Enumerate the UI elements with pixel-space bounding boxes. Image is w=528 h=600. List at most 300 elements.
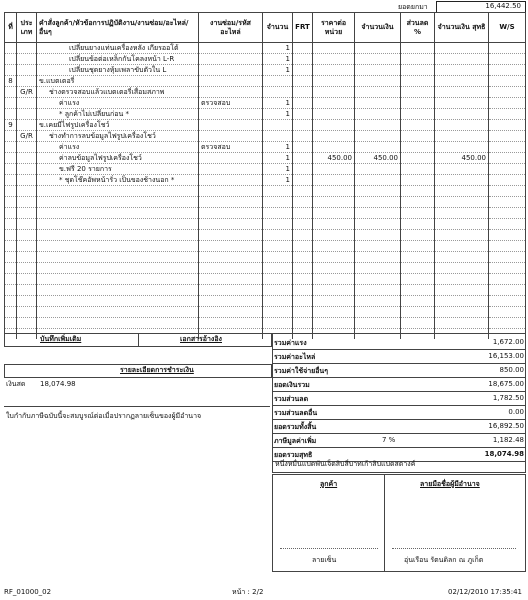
cell-qty: [263, 296, 293, 307]
col-qty: จำนวน: [263, 13, 293, 43]
cell-net: [435, 241, 489, 252]
cell-amount: [355, 208, 401, 219]
cell-desc: [37, 208, 199, 219]
cell-no: [5, 54, 17, 65]
cell-qty: [263, 120, 293, 131]
carry-forward-value: 16,442.50: [436, 1, 526, 13]
cell-desc: * ลูกค้าไม่เปลี่ยนก่อน *: [37, 109, 199, 120]
cell-amount: [355, 87, 401, 98]
cell-qty: [263, 274, 293, 285]
cell-discount: [401, 274, 435, 285]
cell-price: [313, 131, 355, 142]
table-row: [5, 109, 526, 120]
page-number: หน้า : 2/2: [232, 588, 264, 596]
cell-part: [199, 109, 263, 120]
cell-no: [5, 87, 17, 98]
cell-price: [313, 54, 355, 65]
cell-part: [199, 241, 263, 252]
table-row: [5, 175, 526, 186]
cell-price: [313, 208, 355, 219]
cell-no: [5, 274, 17, 285]
cell-qty: 1: [263, 164, 293, 175]
cell-part: [199, 186, 263, 197]
cell-net: [435, 285, 489, 296]
cell-desc: [37, 318, 199, 329]
table-row: [5, 65, 526, 76]
cell-amount: [355, 296, 401, 307]
cell-amount: [355, 76, 401, 87]
cell-frt: [293, 219, 313, 230]
cell-part: [199, 87, 263, 98]
cell-price: [313, 109, 355, 120]
summary-label: รวมค่าอะไหล่: [274, 353, 316, 361]
cell-frt: [293, 131, 313, 142]
item-rows: [5, 43, 526, 340]
cell-no: [5, 175, 17, 186]
cell-net: [435, 186, 489, 197]
cell-no: [5, 109, 17, 120]
cell-ws: [489, 307, 526, 318]
cell-ws: [489, 230, 526, 241]
table-row: [5, 87, 526, 98]
cell-ws: [489, 219, 526, 230]
cell-desc: ช่างตรวจสอบแล้วแบตเตอรี่เสื่อมสภาพ: [37, 87, 199, 98]
cell-frt: [293, 318, 313, 329]
cell-discount: [401, 318, 435, 329]
cell-type: [17, 65, 37, 76]
cell-amount: [355, 175, 401, 186]
reference-doc-header: เอกสารอ้างอิง: [180, 335, 222, 343]
cell-qty: [263, 252, 293, 263]
summary-label: ยอดรวมทั้งสิ้น: [274, 423, 317, 431]
summary-label: รวมส่วนลดอื่น: [274, 409, 318, 417]
cell-discount: [401, 186, 435, 197]
cell-qty: 1: [263, 175, 293, 186]
col-ws: W/S: [489, 13, 526, 43]
cell-discount: [401, 230, 435, 241]
customer-header: ลูกค้า: [320, 480, 338, 488]
cell-net: [435, 274, 489, 285]
cell-ws: [489, 252, 526, 263]
table-row: [5, 307, 526, 318]
table-row: [5, 296, 526, 307]
cell-no: [5, 186, 17, 197]
cell-part: [199, 197, 263, 208]
cell-frt: [293, 142, 313, 153]
cell-price: [313, 219, 355, 230]
cell-price: [313, 230, 355, 241]
cell-discount: [401, 153, 435, 164]
cell-ws: [489, 142, 526, 153]
cell-no: [5, 307, 17, 318]
cell-no: [5, 98, 17, 109]
cell-type: [17, 98, 37, 109]
customer-signature-line: [280, 548, 378, 549]
cell-amount: [355, 318, 401, 329]
cell-desc: เปลี่ยนยางแท่นเครื่องหลัง เกียรออโต้: [37, 43, 199, 54]
cell-type: [17, 208, 37, 219]
header-divider: [138, 333, 139, 347]
cell-type: [17, 263, 37, 274]
notes-header: บันทึกเพิ่มเติม: [40, 335, 82, 343]
cell-qty: 1: [263, 54, 293, 65]
cell-part: [199, 131, 263, 142]
cell-discount: [401, 263, 435, 274]
cell-amount: [355, 98, 401, 109]
cell-ws: [489, 175, 526, 186]
cell-price: [313, 274, 355, 285]
col-discount: ส่วนลด %: [401, 13, 435, 43]
cell-desc: ค่าแรง: [37, 142, 199, 153]
cell-net: [435, 76, 489, 87]
cell-no: [5, 142, 17, 153]
cell-frt: [293, 65, 313, 76]
cell-discount: [401, 307, 435, 318]
cell-type: [17, 197, 37, 208]
cell-no: [5, 296, 17, 307]
cell-net: [435, 230, 489, 241]
cell-frt: [293, 285, 313, 296]
summary-label: รวมค่าใช้จ่ายอื่นๆ: [274, 367, 328, 375]
cell-qty: [263, 307, 293, 318]
cell-no: [5, 252, 17, 263]
cell-net: [435, 252, 489, 263]
cell-no: 8: [5, 76, 17, 87]
col-amount: จำนวนเงิน: [355, 13, 401, 43]
cell-amount: [355, 252, 401, 263]
cell-price: [313, 285, 355, 296]
cell-price: [313, 252, 355, 263]
cell-frt: [293, 230, 313, 241]
cell-type: [17, 274, 37, 285]
carry-forward-label: ยอดยกมา: [398, 3, 428, 11]
cell-price: [313, 263, 355, 274]
cell-net: [435, 98, 489, 109]
cell-frt: [293, 98, 313, 109]
cell-discount: [401, 76, 435, 87]
cell-qty: [263, 197, 293, 208]
cell-qty: [263, 241, 293, 252]
cell-qty: [263, 230, 293, 241]
cell-net: [435, 142, 489, 153]
cell-frt: [293, 153, 313, 164]
cell-discount: [401, 252, 435, 263]
signature-divider: [384, 474, 385, 572]
table-row: [5, 43, 526, 54]
cell-net: [435, 43, 489, 54]
cell-desc: [37, 274, 199, 285]
cell-price: [313, 120, 355, 131]
cell-frt: [293, 241, 313, 252]
cell-desc: ข.เคยมีไฟรูปเครื่องโชว์: [37, 120, 199, 131]
cell-desc: [37, 241, 199, 252]
summary-label: ยอดเงินรวม: [274, 381, 310, 389]
table-row: [5, 54, 526, 65]
cell-frt: [293, 76, 313, 87]
cash-label: เงินสด: [6, 380, 26, 388]
cell-type: [17, 186, 37, 197]
cell-no: [5, 153, 17, 164]
cell-ws: [489, 164, 526, 175]
cell-desc: [37, 296, 199, 307]
tax-invoice-note: ใบกำกับภาษีฉบับนี้จะสมบูรณ์ต่อเมื่อปรากฏลายเซ็นของผู้มีอำนาจ: [6, 412, 202, 420]
summary-value: 850.00: [499, 366, 524, 374]
items-table: [4, 12, 526, 339]
cell-amount: [355, 219, 401, 230]
customer-signature-caption: ลายเซ็น: [312, 556, 337, 564]
cell-discount: [401, 43, 435, 54]
cell-desc: ค่าแรง: [37, 98, 199, 109]
cell-type: [17, 318, 37, 329]
cell-desc: [37, 285, 199, 296]
cell-net: [435, 318, 489, 329]
cell-price: [313, 186, 355, 197]
cell-frt: [293, 87, 313, 98]
cell-desc: [37, 263, 199, 274]
amount-in-words: หนึ่งหมื่นแปดพันเจ็ดสิบสี่บาทเก้าสิบแปดสตางค์: [275, 460, 416, 468]
cell-qty: [263, 208, 293, 219]
payment-divider: [4, 406, 270, 407]
cell-price: [313, 98, 355, 109]
cell-amount: [355, 43, 401, 54]
cell-amount: [355, 307, 401, 318]
cell-amount: [355, 263, 401, 274]
cell-type: [17, 285, 37, 296]
summary-value: 0.00: [508, 408, 524, 416]
cell-net: [435, 296, 489, 307]
cell-discount: [401, 109, 435, 120]
cell-type: [17, 43, 37, 54]
cell-qty: [263, 87, 293, 98]
cell-ws: [489, 43, 526, 54]
cell-no: [5, 318, 17, 329]
cell-price: [313, 87, 355, 98]
cell-qty: 1: [263, 98, 293, 109]
cell-frt: [293, 186, 313, 197]
cell-price: [313, 164, 355, 175]
cell-desc: * ชุดโช๊คอัพหน้ารั่ว เป็นของช้างนอก *: [37, 175, 199, 186]
cell-part: ตรวจสอบ: [199, 142, 263, 153]
cell-ws: [489, 65, 526, 76]
cell-discount: [401, 98, 435, 109]
cell-net: [435, 307, 489, 318]
cell-type: [17, 142, 37, 153]
cell-discount: [401, 197, 435, 208]
cell-type: [17, 307, 37, 318]
summary-row: [272, 391, 526, 406]
cell-discount: [401, 142, 435, 153]
cell-amount: [355, 285, 401, 296]
signature-box: [272, 474, 526, 572]
authorized-signature-line: [392, 548, 516, 549]
cell-ws: [489, 87, 526, 98]
cell-net: [435, 109, 489, 120]
table-header: [5, 13, 526, 43]
cell-ws: [489, 208, 526, 219]
cell-no: [5, 197, 17, 208]
cell-desc: ค่าลบข้อมูลไฟรูปเครื่องโชว์: [37, 153, 199, 164]
cell-amount: [355, 164, 401, 175]
cell-no: [5, 219, 17, 230]
cell-no: [5, 65, 17, 76]
cell-frt: [293, 274, 313, 285]
cell-desc: ช่างทำการลบข้อมูลไฟรูปเครื่องโชว์: [37, 131, 199, 142]
cell-desc: [37, 252, 199, 263]
summary-row: [272, 363, 526, 378]
cell-desc: เปลี่ยนข้อต่อเหล็กกันโคลงหน้า L-R: [37, 54, 199, 65]
cell-net: [435, 131, 489, 142]
summary-value: 1,672.00: [492, 338, 524, 346]
cell-qty: [263, 285, 293, 296]
cell-amount: [355, 241, 401, 252]
cell-net: [435, 87, 489, 98]
cell-no: [5, 43, 17, 54]
cell-ws: [489, 241, 526, 252]
cell-part: [199, 219, 263, 230]
cell-discount: [401, 120, 435, 131]
cell-qty: [263, 186, 293, 197]
cell-desc: เปลี่ยนชุดยางหุ้มเพลาขับตัวใน L: [37, 65, 199, 76]
cell-amount: [355, 131, 401, 142]
summary-label: ยอดรวมสุทธิ: [274, 451, 313, 459]
summary-row: [272, 335, 526, 350]
cell-part: [199, 120, 263, 131]
table-row: [5, 252, 526, 263]
cell-ws: [489, 109, 526, 120]
summary-value: 18,074.98: [484, 450, 524, 458]
table-row: [5, 131, 526, 142]
cell-price: [313, 65, 355, 76]
payment-header: รายละเอียดการชำระเงิน: [120, 366, 194, 374]
cell-no: [5, 131, 17, 142]
cell-net: [435, 175, 489, 186]
cell-qty: 1: [263, 43, 293, 54]
table-row: [5, 263, 526, 274]
cell-no: [5, 208, 17, 219]
cell-discount: [401, 219, 435, 230]
summary-row: [272, 349, 526, 364]
cell-qty: [263, 131, 293, 142]
cell-frt: [293, 164, 313, 175]
col-type: ประ เภท: [17, 13, 37, 43]
cell-amount: [355, 186, 401, 197]
cell-frt: [293, 208, 313, 219]
cell-frt: [293, 263, 313, 274]
cell-type: [17, 296, 37, 307]
cell-desc: [37, 186, 199, 197]
cell-desc: [37, 219, 199, 230]
cell-amount: [355, 197, 401, 208]
authorized-header: ลายมือชื่อผู้มีอำนาจ: [420, 480, 480, 488]
cell-type: [17, 175, 37, 186]
cell-qty: 1: [263, 142, 293, 153]
cell-no: [5, 230, 17, 241]
cell-part: [199, 208, 263, 219]
table-row: [5, 98, 526, 109]
cell-amount: [355, 120, 401, 131]
cell-price: [313, 43, 355, 54]
cell-discount: [401, 241, 435, 252]
cell-net: [435, 197, 489, 208]
table-row: [5, 318, 526, 329]
cell-amount: [355, 274, 401, 285]
table-row: [5, 274, 526, 285]
cell-type: [17, 54, 37, 65]
cell-net: [435, 219, 489, 230]
summary-label: รวมค่าแรง: [274, 339, 307, 347]
cell-price: 450.00: [313, 153, 355, 164]
cell-desc: ข.ฟรี 20 รายการ: [37, 164, 199, 175]
cell-part: [199, 274, 263, 285]
cell-ws: [489, 274, 526, 285]
table-row: [5, 186, 526, 197]
cell-frt: [293, 120, 313, 131]
table-row: [5, 241, 526, 252]
cell-net: [435, 65, 489, 76]
cell-part: [199, 230, 263, 241]
cell-price: [313, 307, 355, 318]
cell-part: [199, 252, 263, 263]
cell-part: [199, 43, 263, 54]
form-code: RF_01000_02: [4, 588, 52, 596]
cell-part: [199, 175, 263, 186]
cell-type: [17, 230, 37, 241]
cell-frt: [293, 252, 313, 263]
cell-frt: [293, 43, 313, 54]
summary-row: [272, 419, 526, 434]
cell-no: [5, 241, 17, 252]
cell-qty: [263, 76, 293, 87]
table-row: [5, 230, 526, 241]
cell-no: [5, 164, 17, 175]
cell-part: [199, 285, 263, 296]
cell-part: [199, 296, 263, 307]
cell-amount: [355, 109, 401, 120]
summary-value: 18,675.00: [488, 380, 524, 388]
cell-desc: [37, 230, 199, 241]
cell-ws: [489, 296, 526, 307]
cell-price: [313, 76, 355, 87]
cell-ws: [489, 76, 526, 87]
summary-value: 1,782.50: [492, 394, 524, 402]
cell-amount: [355, 54, 401, 65]
cell-price: [313, 142, 355, 153]
col-no: ที่: [5, 13, 17, 43]
cell-discount: [401, 87, 435, 98]
cell-ws: [489, 98, 526, 109]
cell-qty: [263, 219, 293, 230]
cell-desc: ข.แบตเตอรี่: [37, 76, 199, 87]
cell-net: [435, 164, 489, 175]
cell-ws: [489, 318, 526, 329]
summary-row: [272, 405, 526, 420]
cell-amount: [355, 65, 401, 76]
cell-part: [199, 65, 263, 76]
col-net-amount: จำนวนเงิน สุทธิ: [435, 13, 489, 43]
cell-ws: [489, 153, 526, 164]
cell-qty: 1: [263, 109, 293, 120]
cell-ws: [489, 131, 526, 142]
cell-amount: [355, 230, 401, 241]
cell-amount: [355, 142, 401, 153]
table-row: [5, 208, 526, 219]
cell-type: [17, 241, 37, 252]
cell-ws: [489, 285, 526, 296]
cell-part: [199, 76, 263, 87]
cell-type: [17, 252, 37, 263]
summary-row: [272, 433, 526, 448]
cell-part: ตรวจสอบ: [199, 98, 263, 109]
